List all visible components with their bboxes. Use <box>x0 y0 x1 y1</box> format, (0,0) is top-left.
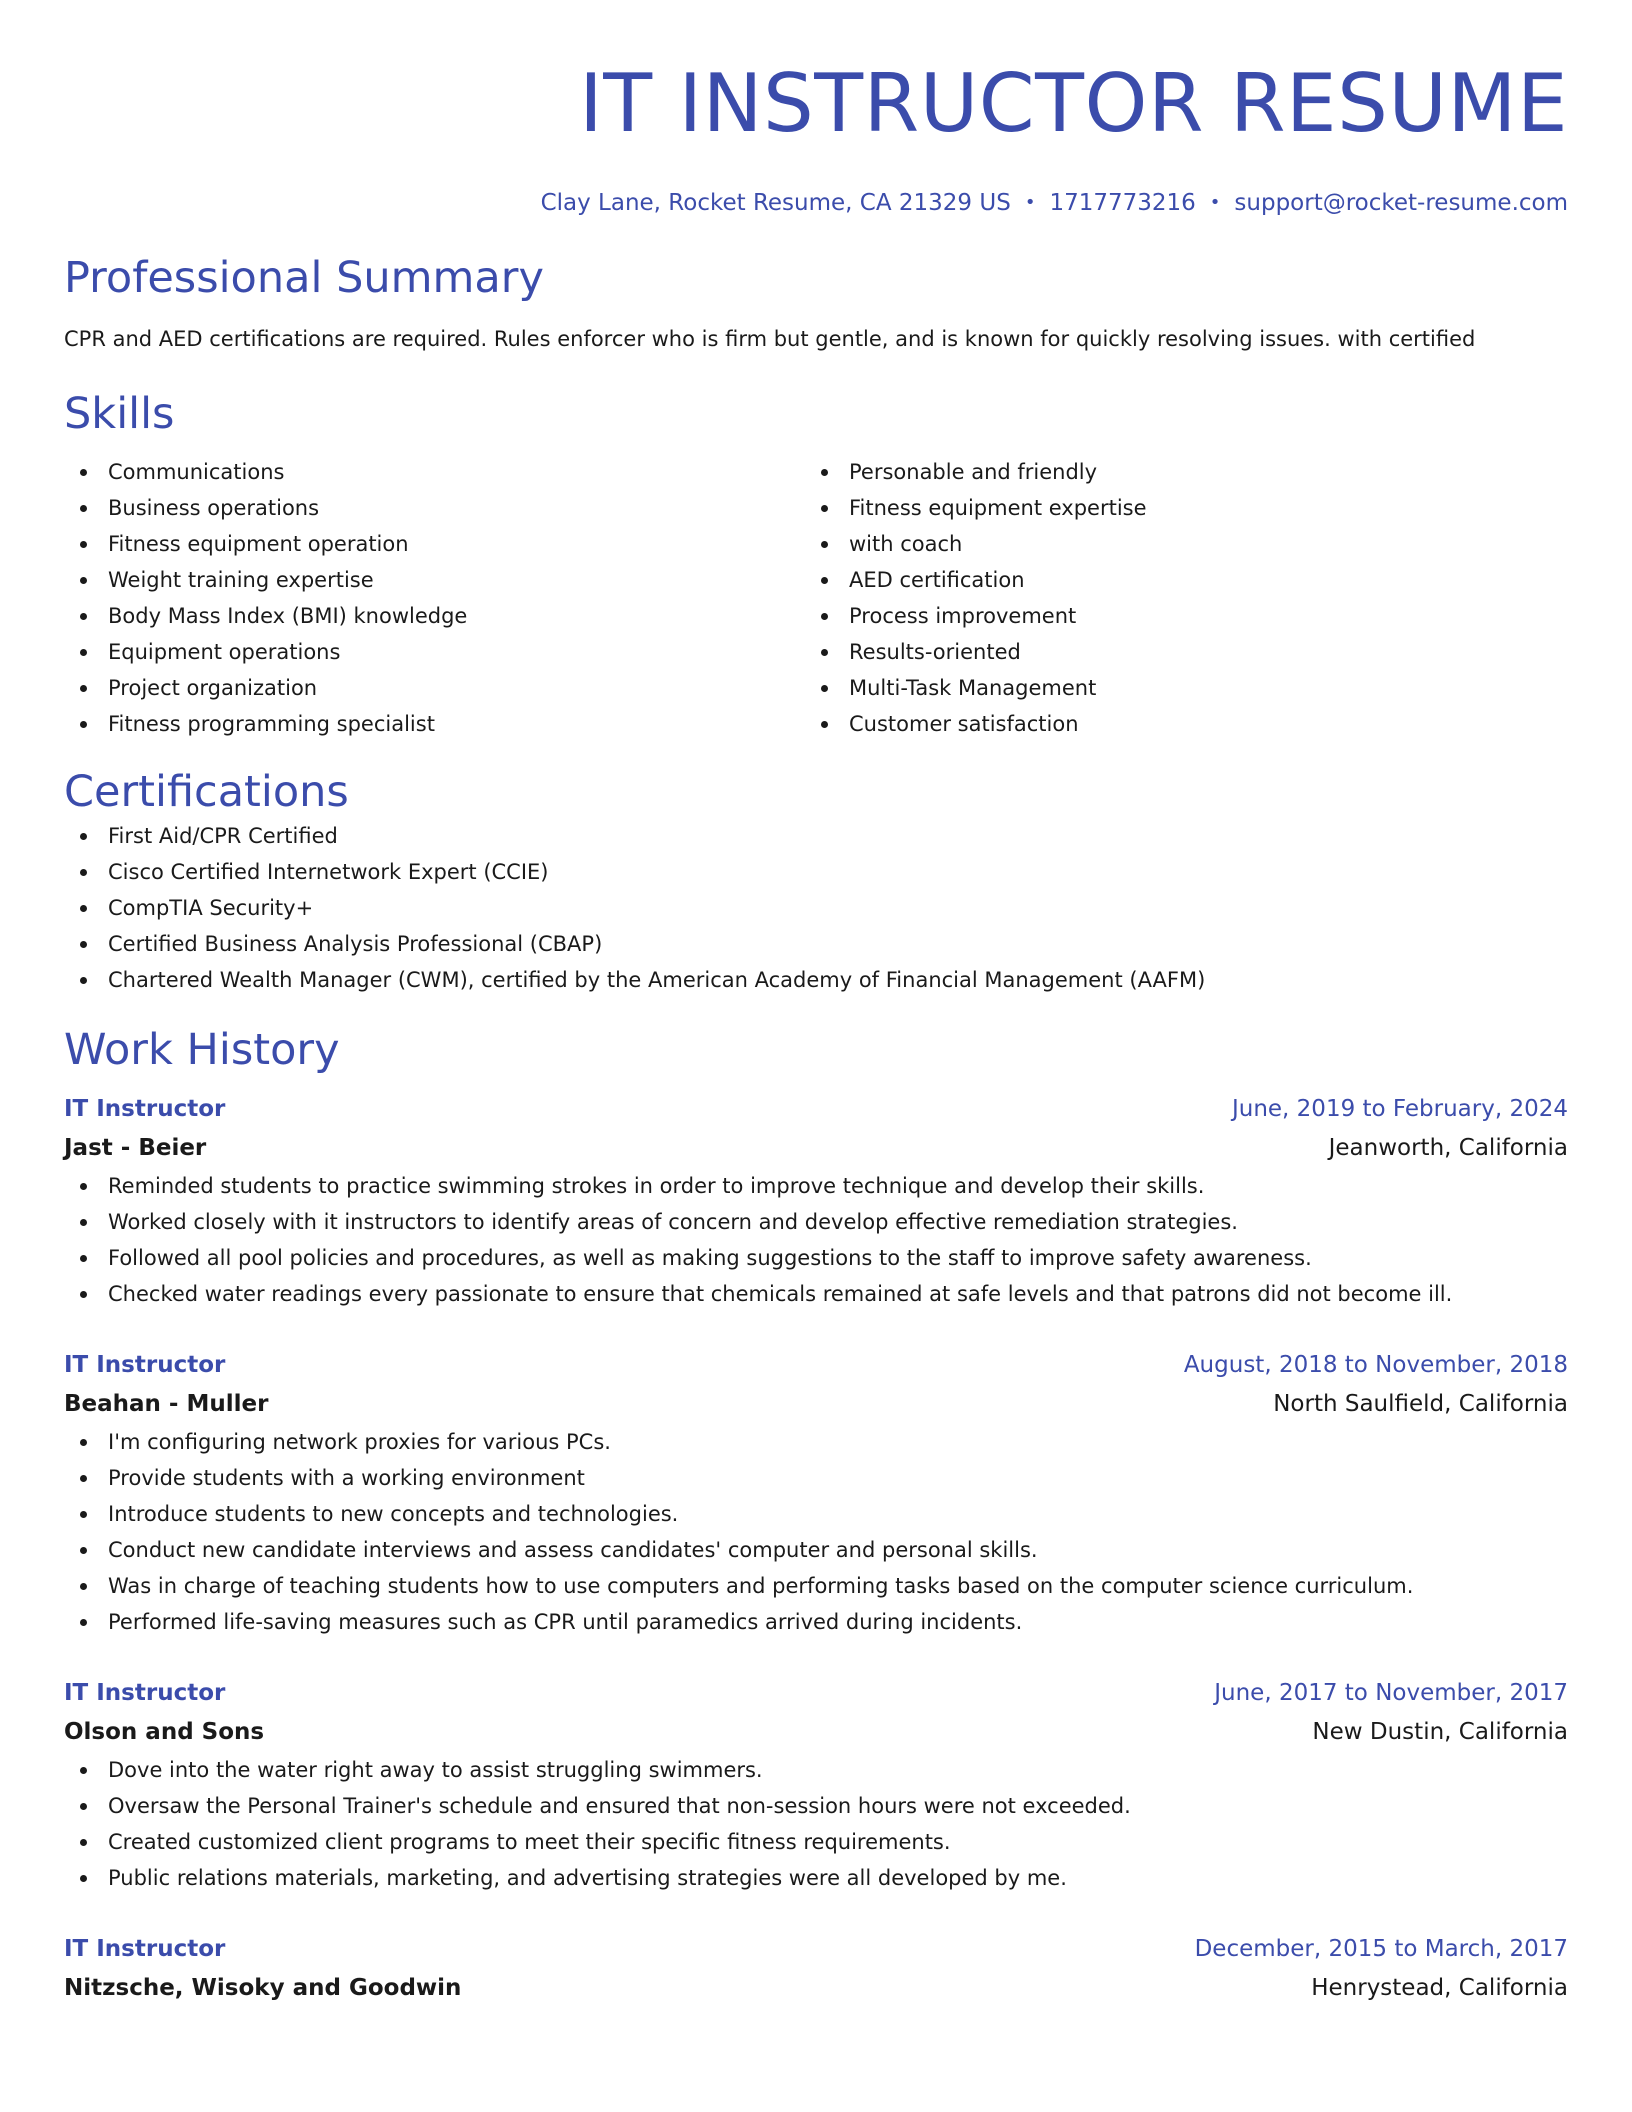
certification-item: Chartered Wealth Manager (CWM), certified by the American Academy of Financial Management (AAFM) <box>64 962 1568 998</box>
job-dates: June, 2017 to November, 2017 <box>1214 1680 1568 1706</box>
job-duty-item: Conduct new candidate interviews and assess candidates' computer and personal skills. <box>64 1532 1568 1568</box>
skill-item: Results-oriented <box>805 634 1546 670</box>
certification-item: First Aid/CPR Certified <box>64 818 1568 854</box>
job-duty-item: Oversaw the Personal Trainer's schedule and ensured that non-session hours were not exceeded. <box>64 1788 1568 1824</box>
job-company-row <box>64 1712 1568 1752</box>
job-duty-item: Created customized client programs to meet their specific fitness requirements. <box>64 1824 1568 1860</box>
job-duty-item: Performed life-saving measures such as CPR until paramedics arrived during incidents. <box>64 1604 1568 1640</box>
job-company-row <box>64 1128 1568 1168</box>
skills-column-right <box>805 454 1546 742</box>
job-header-row <box>64 1090 1568 1128</box>
job-location: North Saulfield, California <box>1273 1391 1568 1417</box>
skill-item: Personable and friendly <box>805 454 1546 490</box>
skill-item: Weight training expertise <box>64 562 805 598</box>
job-entry <box>64 1930 1568 2008</box>
job-company-row <box>64 1384 1568 1424</box>
contact-phone: 1717773216 <box>1049 190 1196 216</box>
skill-item: Body Mass Index (BMI) knowledge <box>64 598 805 634</box>
job-duty-item: I'm configuring network proxies for various PCs. <box>64 1424 1568 1460</box>
job-duties-list <box>64 1424 1568 1640</box>
skills-list-right <box>805 454 1546 742</box>
skill-item: AED certification <box>805 562 1546 598</box>
contact-separator: • <box>1024 192 1036 213</box>
job-title: IT Instructor <box>64 1352 226 1378</box>
certification-item: Cisco Certified Internetwork Expert (CCIE) <box>64 854 1568 890</box>
job-location: Henrystead, California <box>1311 1975 1568 2001</box>
skill-item: Process improvement <box>805 598 1546 634</box>
skill-item: Customer satisfaction <box>805 706 1546 742</box>
work-history-heading: Work History <box>64 1025 340 1075</box>
contact-line <box>64 188 1568 218</box>
skills-list-left <box>64 454 805 742</box>
job-company-row <box>64 1968 1568 2008</box>
job-company: Nitzsche, Wisoky and Goodwin <box>64 1975 462 2001</box>
job-title: IT Instructor <box>64 1680 226 1706</box>
skills-grid <box>64 454 1568 742</box>
job-duty-item: Worked closely with it instructors to identify areas of concern and develop effective remediation strategies. <box>64 1204 1568 1240</box>
certifications-list <box>64 818 1568 998</box>
skill-item: Multi-Task Management <box>805 670 1546 706</box>
job-dates: August, 2018 to November, 2018 <box>1183 1352 1568 1378</box>
skill-item: with coach <box>805 526 1546 562</box>
job-header-row <box>64 1346 1568 1384</box>
contact-email[interactable]: support@rocket-resume.com <box>1234 190 1568 216</box>
job-entry <box>64 1346 1568 1640</box>
skills-column-left <box>64 454 805 742</box>
job-company: Olson and Sons <box>64 1719 265 1745</box>
skill-item: Business operations <box>64 490 805 526</box>
certification-item: CompTIA Security+ <box>64 890 1568 926</box>
certifications-heading: Certifications <box>64 767 349 817</box>
job-header-row <box>64 1674 1568 1712</box>
skill-item: Equipment operations <box>64 634 805 670</box>
job-dates: June, 2019 to February, 2024 <box>1231 1096 1568 1122</box>
skill-item: Fitness equipment expertise <box>805 490 1546 526</box>
job-entry <box>64 1674 1568 1896</box>
skill-item: Fitness equipment operation <box>64 526 805 562</box>
certification-item: Certified Business Analysis Professional (CBAP) <box>64 926 1568 962</box>
job-header-row <box>64 1930 1568 1968</box>
skill-item: Project organization <box>64 670 805 706</box>
job-duty-item: Public relations materials, marketing, and advertising strategies were all developed by me. <box>64 1860 1568 1896</box>
job-dates: December, 2015 to March, 2017 <box>1194 1936 1568 1962</box>
skill-item: Communications <box>64 454 805 490</box>
skill-item: Fitness programming specialist <box>64 706 805 742</box>
contact-separator: • <box>1209 192 1221 213</box>
job-title: IT Instructor <box>64 1936 226 1962</box>
job-duty-item: Reminded students to practice swimming strokes in order to improve technique and develop their skills. <box>64 1168 1568 1204</box>
skills-heading: Skills <box>64 389 175 439</box>
job-title: IT Instructor <box>64 1096 226 1122</box>
job-duties-list <box>64 1168 1568 1312</box>
resume-title: IT INSTRUCTOR RESUME <box>579 57 1568 150</box>
job-company: Beahan - Muller <box>64 1391 269 1417</box>
resume-header <box>64 0 1568 218</box>
job-company: Jast - Beier <box>64 1135 207 1161</box>
job-duty-item: Introduce students to new concepts and technologies. <box>64 1496 1568 1532</box>
job-location: New Dustin, California <box>1312 1719 1568 1745</box>
job-duties-list <box>64 1752 1568 1896</box>
summary-heading: Professional Summary <box>64 253 544 303</box>
job-duty-item: Dove into the water right away to assist struggling swimmers. <box>64 1752 1568 1788</box>
contact-address: Clay Lane, Rocket Resume, CA 21329 US <box>540 190 1011 216</box>
job-duty-item: Provide students with a working environment <box>64 1460 1568 1496</box>
job-duty-item: Was in charge of teaching students how to use computers and performing tasks based on the computer science curriculum. <box>64 1568 1568 1604</box>
job-location: Jeanworth, California <box>1328 1135 1568 1161</box>
job-entry <box>64 1090 1568 1312</box>
job-duty-item: Followed all pool policies and procedures, as well as making suggestions to the staff to improve safety awareness. <box>64 1240 1568 1276</box>
summary-text: CPR and AED certifications are required. Rules enforcer who is firm but gentle, and is known for quickly resolving issues. with certified <box>64 327 1476 351</box>
job-duty-item: Checked water readings every passionate to ensure that chemicals remained at safe levels and that patrons did not become ill. <box>64 1276 1568 1312</box>
